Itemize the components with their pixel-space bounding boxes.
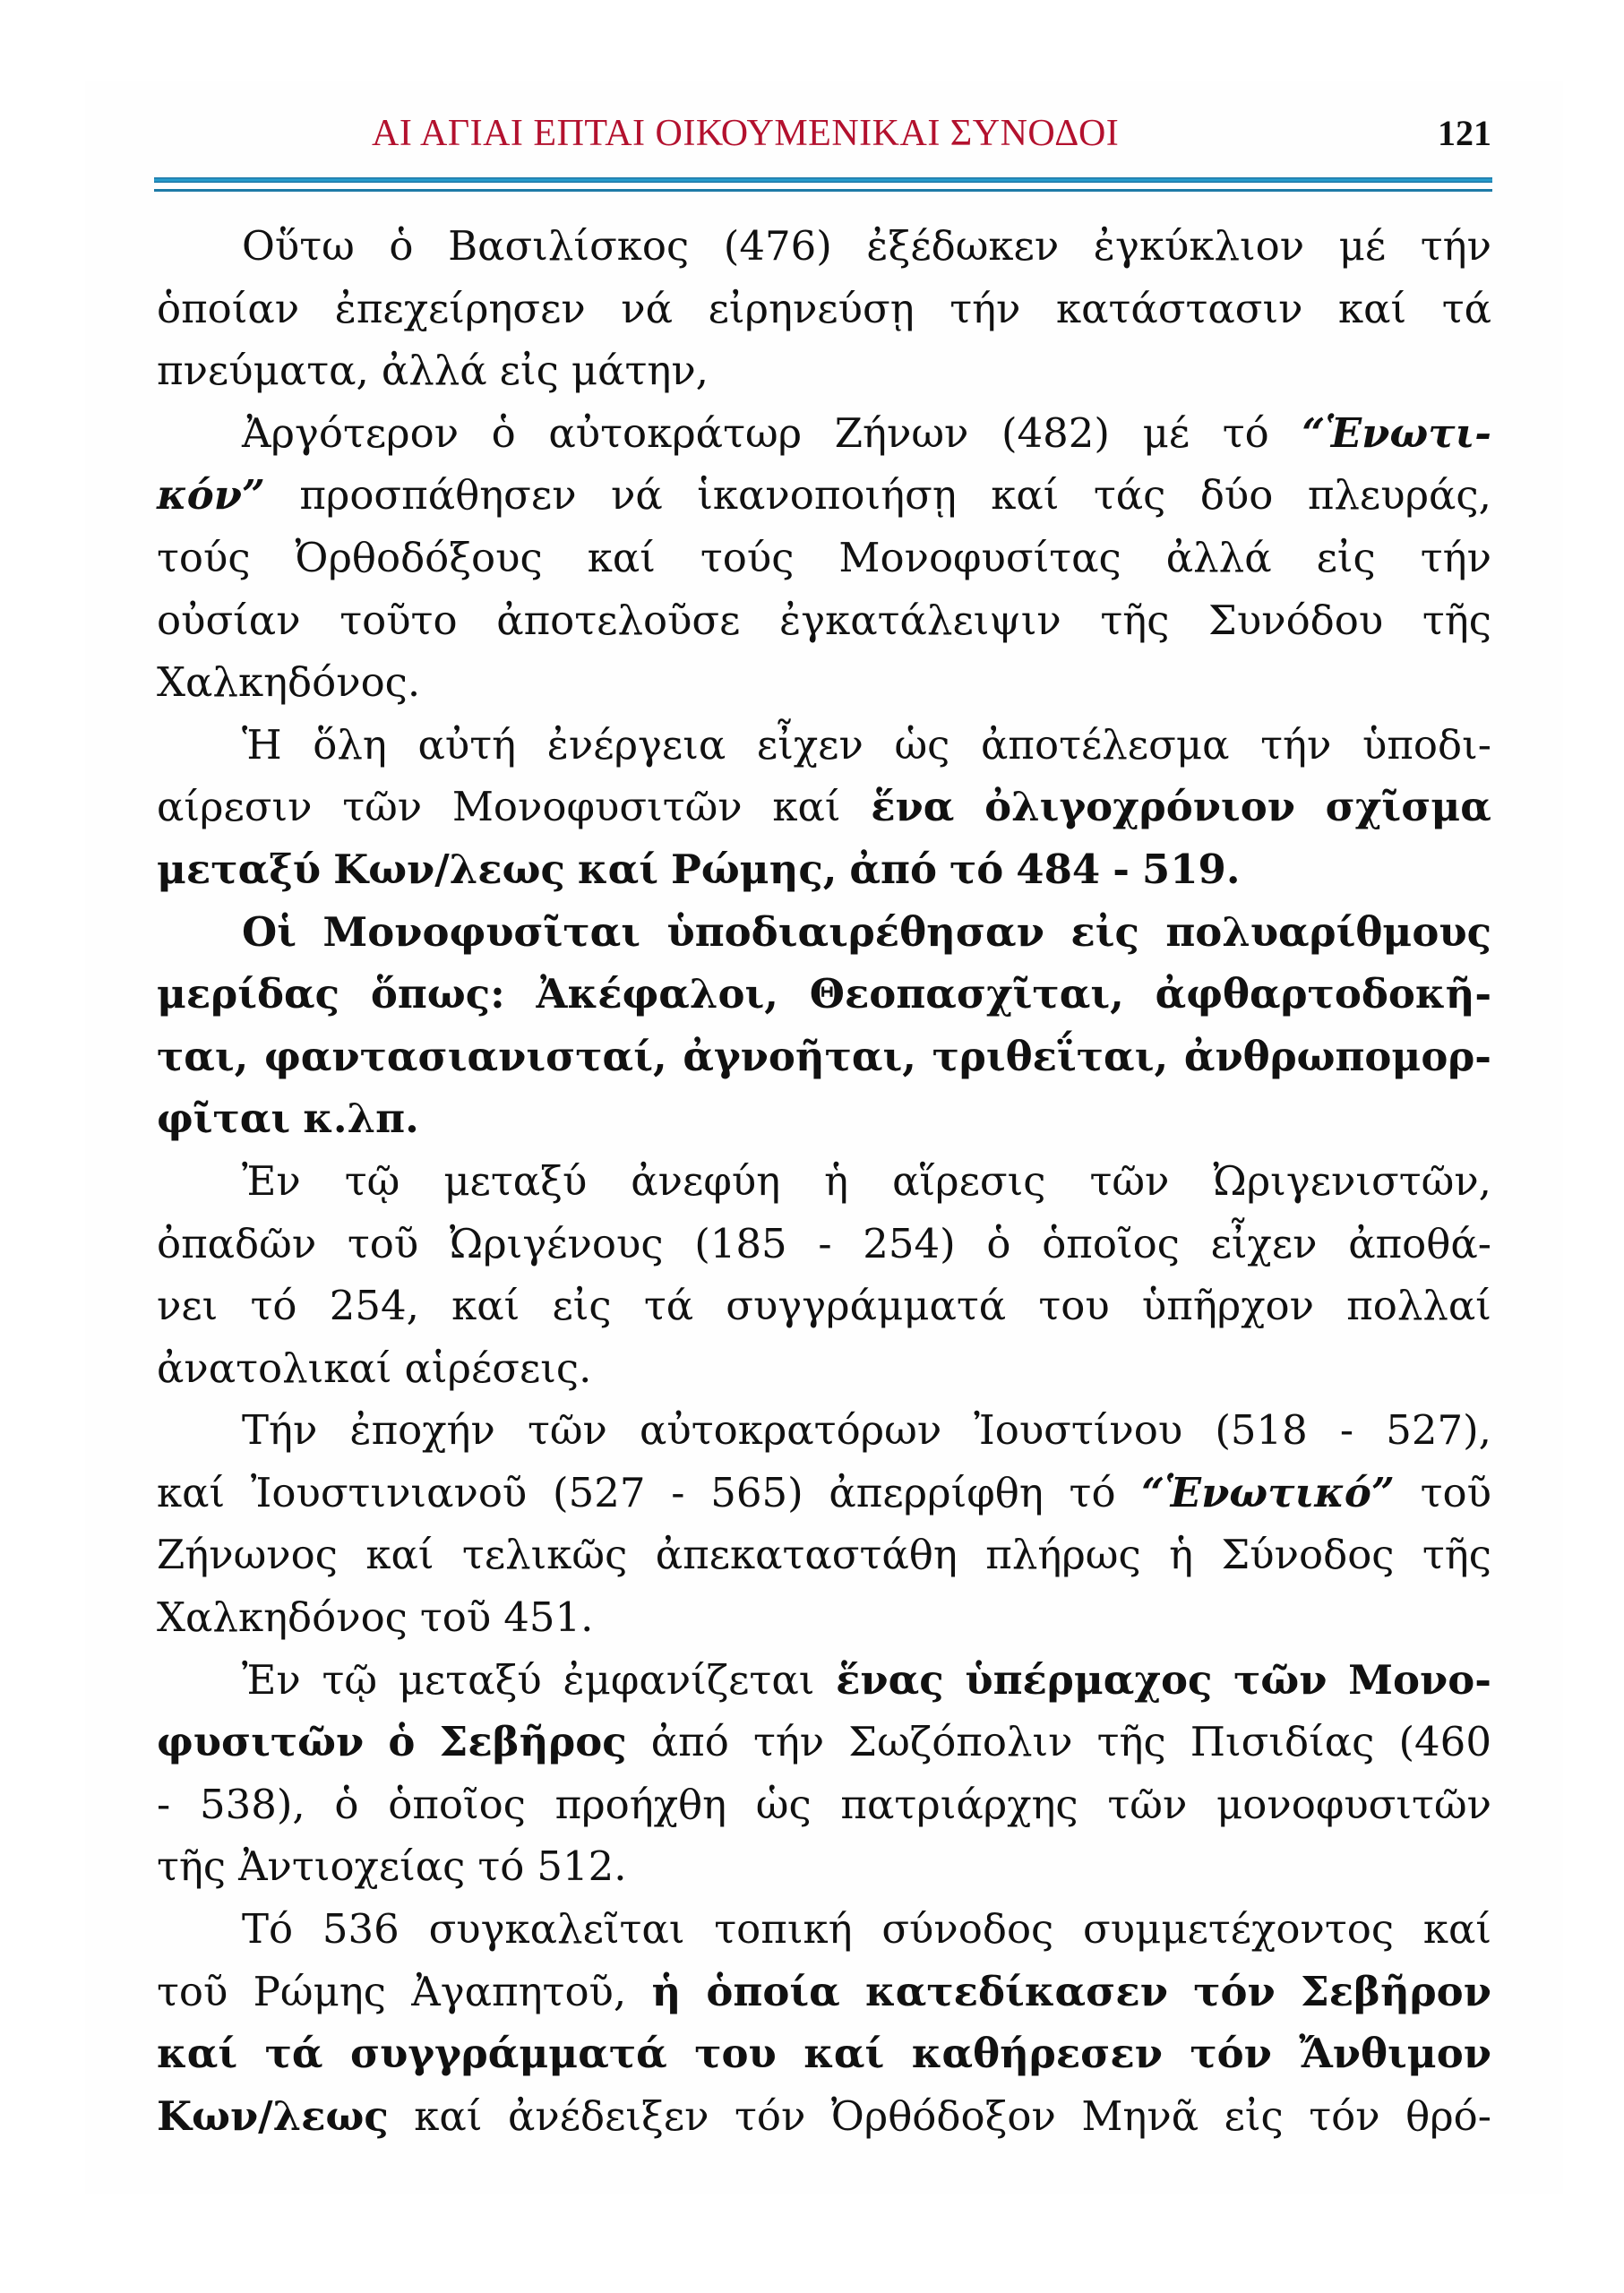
text-line: [157, 1213, 1491, 1275]
page-number: 121: [1438, 113, 1491, 153]
word: Ρώμης: [253, 1967, 386, 2015]
word: τά: [1441, 284, 1491, 332]
word: τῆς: [157, 1842, 227, 1891]
text-line: [157, 1898, 1491, 1961]
bold-word: 484: [1016, 845, 1101, 893]
word: καί: [451, 1282, 520, 1330]
word: Ἰουστινιανοῦ: [250, 1468, 528, 1516]
word: πατριάρχης: [840, 1780, 1078, 1828]
word: μέ: [1142, 408, 1190, 457]
word: καί: [157, 1468, 226, 1516]
word: αὐτοκράτωρ: [548, 408, 803, 457]
word: τῷ: [322, 1655, 378, 1704]
word: (527: [553, 1468, 646, 1516]
emphasis-word: “Ἑνωτικό”: [1141, 1468, 1395, 1516]
word: μεταξύ: [443, 1156, 588, 1205]
text-line: [157, 527, 1491, 589]
bold-word: φυσιτῶν: [157, 1718, 365, 1766]
word: 254): [863, 1219, 956, 1267]
body-text: [157, 215, 1491, 2147]
bold-word: Μονο-: [1348, 1655, 1491, 1704]
text-line: [157, 2022, 1491, 2085]
word: Χαλκηδόνος.: [157, 658, 421, 707]
word: τήν: [1420, 533, 1491, 581]
bold-word: τά: [264, 2030, 323, 2078]
word: τά: [643, 1282, 694, 1330]
word: -: [671, 1468, 685, 1516]
word: Μονοφυσίτας: [838, 533, 1121, 581]
bold-word: μερίδας: [157, 970, 340, 1018]
word: ὁποῖος: [388, 1780, 526, 1828]
word: τῆς: [1100, 596, 1170, 644]
word: συμμετέχοντος: [1083, 1905, 1395, 1954]
word: θρό-: [1405, 2091, 1491, 2140]
word: νά: [611, 471, 663, 520]
word: μέ: [1338, 222, 1387, 270]
word: εἰς: [499, 347, 559, 395]
bold-word: ὁ: [388, 1718, 416, 1766]
bold-word: -: [1113, 845, 1130, 893]
bold-word: φῖται: [157, 1095, 291, 1143]
word: Βασιλίσκος: [448, 222, 690, 270]
word: Ἐν: [242, 1156, 301, 1205]
word: ὑποδι-: [1362, 720, 1491, 769]
word: ὅλη: [313, 720, 387, 769]
word: 254,: [329, 1282, 419, 1330]
word: Σωζόπολιν: [848, 1718, 1073, 1766]
word: ἐνέργεια: [546, 720, 726, 769]
running-title: ΑΙ ΑΓΙΑΙ ΕΠΤΑΙ ΟΙΚΟΥΜΕΝΙΚΑΙ ΣΥΝΟΔΟΙ: [372, 113, 1120, 154]
bold-word: Ἀκέφαλοι,: [536, 970, 778, 1018]
bold-word: τῶν: [1233, 1655, 1328, 1704]
word: Ὀρθοδόξους: [295, 533, 543, 581]
text-line: [157, 1773, 1491, 1836]
word: εἰς: [1224, 2091, 1284, 2140]
text-line: [157, 589, 1491, 652]
word: πολλαί: [1346, 1282, 1491, 1330]
bold-word: Οἱ: [242, 907, 296, 956]
word: του: [1038, 1282, 1110, 1330]
word: ἱκανοποιήσῃ: [697, 471, 957, 520]
bold-word: ὑποδιαιρέθησαν: [666, 907, 1044, 956]
word: τῆς: [1422, 1531, 1491, 1579]
word: τῆς: [1096, 1718, 1166, 1766]
bold-word: Μονοφυσῖται: [322, 907, 641, 956]
word: τελικῶς: [461, 1531, 628, 1579]
word: τό: [477, 1842, 525, 1891]
word: ἀνεφύη: [631, 1156, 781, 1205]
bold-word: Ἄνθιμον: [1299, 2030, 1491, 2078]
word: τοπική: [714, 1905, 853, 1954]
word: τοῦ: [419, 1593, 492, 1642]
word: ἐπεχείρησεν: [334, 284, 586, 332]
text-line: [157, 1399, 1491, 1462]
word: τοῦτο: [339, 596, 458, 644]
word: τόν: [1309, 2091, 1380, 2140]
word: συγκαλεῖται: [428, 1905, 685, 1954]
bold-word: ἡ: [651, 1967, 682, 2015]
word: τούς: [700, 533, 795, 581]
word: 512.: [537, 1842, 627, 1891]
text-line: [157, 1835, 1491, 1898]
word: ἐγκύκλιον: [1093, 222, 1305, 270]
word: ἀπό: [650, 1718, 729, 1766]
word: (460: [1398, 1718, 1491, 1766]
bold-word: ἀπό: [849, 845, 937, 893]
text-line: [157, 339, 1491, 402]
bold-word: ἕνα: [871, 783, 955, 831]
word: νει: [157, 1282, 219, 1330]
bold-word: κ.λπ.: [303, 1095, 419, 1143]
word: τῶν: [527, 1406, 607, 1455]
word: ὁποίαν: [157, 284, 300, 332]
word: ἀλλά: [1165, 533, 1272, 581]
word: ὁ: [389, 222, 414, 270]
word: οὐσίαν: [157, 596, 301, 644]
text-line: [157, 901, 1491, 964]
word: ἐποχήν: [349, 1406, 495, 1455]
text-line: [157, 278, 1491, 340]
word: -: [1339, 1406, 1354, 1455]
word: τῶν: [1107, 1780, 1188, 1828]
bold-word: ἀφθαρτοδοκῆ-: [1155, 970, 1491, 1018]
word: μονοφυσιτῶν: [1216, 1780, 1491, 1828]
word: καί: [414, 2091, 483, 2140]
word: τῶν: [1089, 1156, 1170, 1205]
word: αὐτή: [417, 720, 517, 769]
word: ἀποτελοῦσε: [496, 596, 741, 644]
word: Χαλκηδόνος: [157, 1593, 408, 1642]
word: ὡς: [755, 1780, 812, 1828]
text-line: [157, 838, 1491, 901]
word: ἡ: [824, 1156, 849, 1205]
word: μεταξύ: [398, 1655, 542, 1704]
bold-word: 519.: [1141, 845, 1241, 893]
bold-word: ἀνθρωπομορ-: [1183, 1032, 1491, 1080]
word: τῶν: [342, 783, 423, 831]
word: σύνοδος: [881, 1905, 1054, 1954]
word: ἡ: [1169, 1531, 1194, 1579]
word: τό: [250, 1282, 297, 1330]
word: τῆς: [1422, 596, 1491, 644]
word: Ὠριγενιστῶν,: [1213, 1156, 1491, 1205]
word: τοῦ: [347, 1219, 419, 1267]
word: εἶχεν: [1210, 1219, 1318, 1267]
bold-word: του: [694, 2030, 777, 2078]
emphasis-word: κόν”: [157, 471, 265, 520]
word: 565): [710, 1468, 803, 1516]
word: Μονοφυσιτῶν: [451, 783, 743, 831]
text-line: [157, 1649, 1491, 1712]
running-head: [157, 106, 1491, 168]
word: δύο: [1199, 471, 1274, 520]
bold-word: ὅπως:: [370, 970, 505, 1018]
text-line: [157, 1711, 1491, 1773]
word: τῷ: [344, 1156, 400, 1205]
bold-word: καί: [577, 845, 658, 893]
text-line: [157, 1337, 1491, 1400]
text-line: [157, 1275, 1491, 1337]
word: -: [818, 1219, 832, 1267]
word: Ἀντιοχείας: [238, 1842, 466, 1891]
text-line: [157, 464, 1491, 527]
word: πνεύματα,: [157, 347, 369, 395]
text-line: [157, 1150, 1491, 1213]
text-line: [157, 1961, 1491, 2023]
word: νά: [621, 284, 674, 332]
bold-word: ἕνας: [836, 1655, 944, 1704]
word: Τήν: [242, 1406, 318, 1455]
word: ἐγκατάλειψιν: [779, 596, 1061, 644]
word: αἵρεσις: [892, 1156, 1046, 1205]
word: ὡς: [894, 720, 950, 769]
word: Ἐν: [242, 1655, 301, 1704]
bold-word: καί: [157, 2030, 238, 2078]
word: τό: [1069, 1468, 1116, 1516]
word: Ἰουστίνου: [974, 1406, 1183, 1455]
word: (185: [694, 1219, 787, 1267]
text-line: [157, 963, 1491, 1026]
bold-word: τόν: [1190, 2030, 1272, 2078]
word: προήχθη: [554, 1780, 727, 1828]
text-line: [157, 2085, 1491, 2148]
word: καί: [1337, 284, 1407, 332]
bold-word: σχῖσμα: [1325, 783, 1491, 831]
text-line: [157, 776, 1491, 838]
emphasis-word: “Ἑνωτι-: [1302, 408, 1491, 457]
word: Ἀγαπητοῦ,: [411, 1967, 627, 2015]
word: 527),: [1386, 1406, 1491, 1455]
word: τήν: [949, 284, 1021, 332]
bold-word: μεταξύ: [157, 845, 322, 893]
word: τοῦ: [1420, 1468, 1491, 1516]
word: προσπάθησεν: [299, 471, 577, 520]
text-line: [157, 1087, 1491, 1150]
word: ἀπεκαταστάθη: [655, 1531, 958, 1579]
word: ὁ: [491, 408, 516, 457]
word: Ζήνωνος: [157, 1531, 338, 1579]
word: εἰς: [1316, 533, 1376, 581]
word: τοῦ: [157, 1967, 228, 2015]
text-line: [157, 1586, 1491, 1649]
text-line: [157, 1462, 1491, 1524]
word: αίρεσιν: [157, 783, 313, 831]
word: ἀπερρίφθη: [829, 1468, 1044, 1516]
bold-word: ὁποία: [706, 1967, 840, 2015]
bold-word: ται,: [157, 1032, 249, 1080]
text-line: [157, 1524, 1491, 1586]
word: ἀνέδειξεν: [507, 2091, 709, 2140]
bold-word: τό: [949, 845, 1004, 893]
bold-word: εἰς: [1070, 907, 1139, 956]
word: καί: [587, 533, 656, 581]
bold-word: Κων/λεως: [333, 845, 565, 893]
word: 536: [322, 1905, 400, 1954]
word: 451.: [503, 1593, 594, 1642]
bold-word: Ρώμης,: [671, 845, 838, 893]
word: αὐτοκρατόρων: [639, 1406, 942, 1455]
word: Ὠριγένους: [449, 1219, 664, 1267]
bold-word: Σεβῆρος: [439, 1718, 627, 1766]
header-rule-thick: [154, 177, 1492, 183]
bold-word: κατεδίκασεν: [865, 1967, 1168, 2015]
word: πλευράς,: [1307, 471, 1491, 520]
word: Οὕτω: [242, 222, 355, 270]
word: ἀποθά-: [1348, 1219, 1491, 1267]
bold-word: Κων/λεως: [157, 2091, 389, 2140]
word: (482): [1001, 408, 1110, 457]
word: εἰς: [552, 1282, 612, 1330]
word: ὁποῖος: [1042, 1219, 1180, 1267]
bold-word: τόν: [1193, 1967, 1276, 2015]
word: Ζήνων: [834, 408, 969, 457]
text-line: [157, 714, 1491, 777]
word: τάς: [1093, 471, 1166, 520]
word: καί: [991, 471, 1060, 520]
word: Μηνᾶ: [1081, 2091, 1199, 2140]
word: Πισιδίας: [1190, 1718, 1375, 1766]
bold-word: Θεοπασχῖται,: [809, 970, 1124, 1018]
word: ὁ: [986, 1219, 1011, 1267]
bold-word: τριθεΐται,: [932, 1032, 1169, 1080]
header-rule-thin: [154, 189, 1492, 192]
word: καί: [772, 783, 841, 831]
word: αἱρέσεις.: [404, 1344, 592, 1392]
word: εἶχεν: [756, 720, 864, 769]
word: τό: [1222, 408, 1269, 457]
text-line: [157, 651, 1491, 714]
word: ὁ: [334, 1780, 359, 1828]
bold-word: πολυαρίθμους: [1165, 907, 1491, 956]
word: τούς: [157, 533, 251, 581]
bold-word: καί: [803, 2030, 885, 2078]
word: ἀποτέλεσμα: [981, 720, 1230, 769]
bold-word: καθήρεσεν: [911, 2030, 1163, 2078]
word: ὀπαδῶν: [157, 1219, 317, 1267]
word: τήν: [752, 1718, 825, 1766]
bold-word: Σεβῆρον: [1300, 1967, 1491, 2015]
word: καί: [1422, 1905, 1491, 1954]
word: 538),: [199, 1780, 305, 1828]
word: Ἡ: [242, 720, 282, 769]
word: ἐξέδωκεν: [866, 222, 1060, 270]
word: πλήρως: [985, 1531, 1141, 1579]
word: Σύνοδος: [1221, 1531, 1395, 1579]
word: εἰρηνεύσῃ: [708, 284, 915, 332]
word: μάτην,: [571, 347, 709, 395]
word: κατάστασιν: [1055, 284, 1303, 332]
word: Ἀργότερον: [242, 408, 460, 457]
word: ἐμφανίζεται: [563, 1655, 815, 1704]
word: τήν: [1420, 222, 1491, 270]
bold-word: ἀγνοῆται,: [683, 1032, 916, 1080]
word: ὑπῆρχον: [1141, 1282, 1314, 1330]
text-line: [157, 215, 1491, 278]
word: συγγράμματά: [726, 1282, 1007, 1330]
bold-word: ὑπέρμαχος: [965, 1655, 1213, 1704]
word: ἀλλά: [381, 347, 487, 395]
bold-word: φαντασιανισταί,: [264, 1032, 667, 1080]
bold-word: συγγράμματά: [349, 2030, 667, 2078]
word: τήν: [1260, 720, 1332, 769]
word: Ὀρθόδοξον: [830, 2091, 1056, 2140]
word: ἀνατολικαί: [157, 1344, 392, 1392]
word: τόν: [735, 2091, 806, 2140]
word: (476): [723, 222, 832, 270]
word: Συνόδου: [1208, 596, 1384, 644]
text-line: [157, 1026, 1491, 1088]
word: καί: [365, 1531, 434, 1579]
word: Τό: [242, 1905, 294, 1954]
bold-word: ὀλιγοχρόνιον: [984, 783, 1295, 831]
word: (518: [1215, 1406, 1308, 1455]
word: -: [157, 1780, 171, 1828]
text-line: [157, 402, 1491, 465]
